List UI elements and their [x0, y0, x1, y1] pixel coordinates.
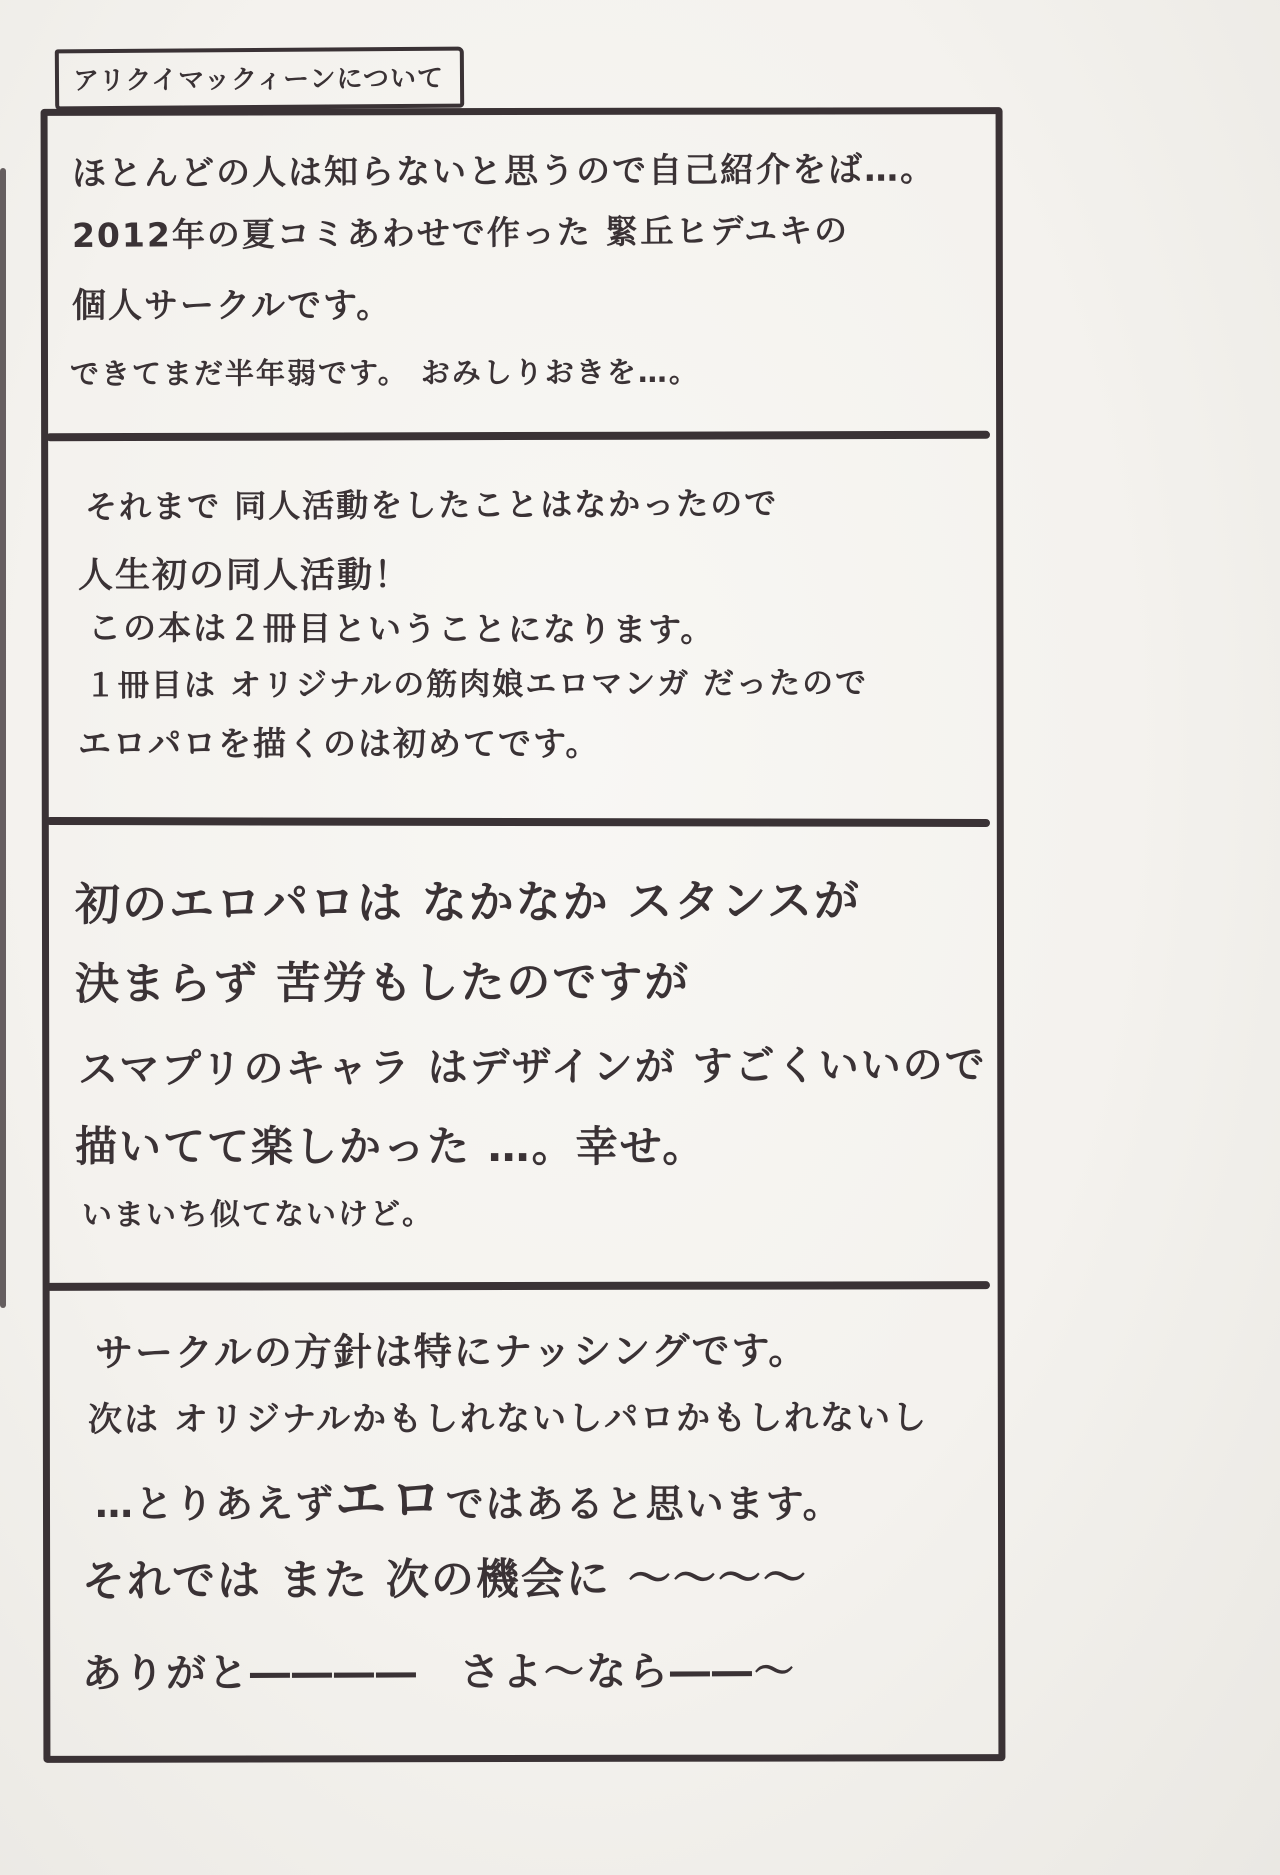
intro-line-1: ほとんどの人は知らないと思うので自己紹介をば…。: [71, 149, 937, 194]
parody-line-4: 描いてて楽しかった …。幸せ。: [75, 1122, 707, 1171]
history-line-3: この本は２冊目ということになります。: [87, 608, 716, 650]
policy-line-3-suffix: ではあると思います。: [445, 1482, 843, 1526]
history-line-2: 人生初の同人活動！: [78, 556, 412, 596]
policy-line-3: [95, 1458, 843, 1532]
farewell-line-1: それでは また 次の機会に 〜〜〜〜: [81, 1553, 809, 1607]
page-title: アリクイマックィーンについて: [72, 63, 445, 97]
history-line-5: エロパロを描くのは初めてです。: [78, 724, 601, 763]
parody-line-5: いまいち似てないけど。: [81, 1196, 435, 1233]
intro-line-3: 個人サークルです。: [72, 286, 393, 326]
section-divider-3: [46, 1281, 990, 1291]
intro-line-2: 2012年の夏コミあわせで作った 緊丘ヒデユキの: [71, 210, 850, 255]
policy-line-3-prefix: …とりあえず: [95, 1482, 336, 1526]
scan-edge-shadow: [0, 168, 6, 1308]
farewell-line-2: ありがと―――― さよ〜なら――〜: [81, 1648, 797, 1697]
history-line-1: それまで 同人活動をしたことはなかったので: [84, 484, 779, 526]
parody-line-2: 決まらず 苦労もしたのですが: [74, 956, 691, 1010]
policy-line-2: 次は オリジナルかもしれないしパロかもしれないし: [87, 1397, 929, 1440]
title-box: [55, 47, 464, 111]
history-line-4: １冊目は オリジナルの筋肉娘エロマンガ だったので: [84, 665, 869, 704]
parody-line-3: スマプリのキャラ はデザインが すごくいいので: [77, 1042, 987, 1093]
intro-line-4: できてまだ半年弱です。 おみしりおきを…。: [69, 354, 700, 391]
parody-line-1: 初のエロパロは なかなか スタンスが: [74, 873, 862, 931]
policy-line-1: サークルの方針は特にナッシングです。: [94, 1328, 809, 1375]
policy-line-3-emphasis: エロ: [335, 1470, 446, 1530]
